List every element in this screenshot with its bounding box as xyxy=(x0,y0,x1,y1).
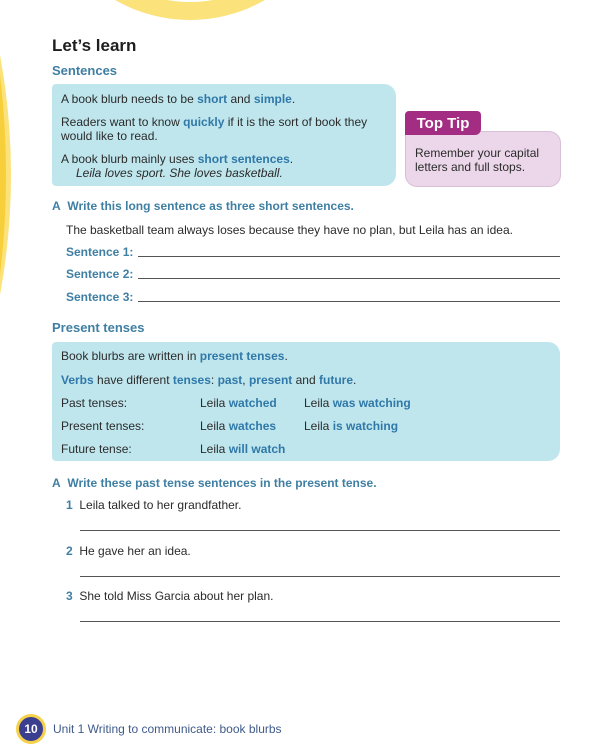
top-tip-line2: letters and full stops. xyxy=(415,160,526,174)
long-sentence: The basketball team always loses because they have no plan, but Leila has an idea. xyxy=(66,223,513,237)
sentence-3-answer-line[interactable] xyxy=(138,301,560,302)
sentences-title: Sentences xyxy=(52,63,118,78)
tense-row-example-1: Leila watched xyxy=(200,396,277,410)
answer-line-2[interactable] xyxy=(80,576,560,577)
answer-line-3[interactable] xyxy=(80,621,560,622)
page-number-badge xyxy=(16,714,46,744)
sun-decoration xyxy=(40,0,340,20)
left-decoration xyxy=(0,55,22,295)
sentences-p2-line2: would like to read. xyxy=(61,129,158,143)
tense-row-example-1: Leila will watch xyxy=(200,442,286,456)
page-heading: Let’s learn xyxy=(52,36,137,55)
sentence-3-label: Sentence 3: xyxy=(66,290,134,304)
sentence-2-label: Sentence 2: xyxy=(66,267,134,281)
tense-row-label: Present tenses: xyxy=(61,419,145,433)
tenses-title: Present tenses xyxy=(52,320,145,335)
sentences-p2: Readers want to know quickly if it is the sort of book they xyxy=(61,115,368,129)
tenses-p1: Book blurbs are written in present tenses. xyxy=(61,349,288,363)
footer-unit-title: Unit 1 Writing to communicate: book blurbs xyxy=(53,722,282,736)
top-tip-line1: Remember your capital xyxy=(415,146,540,160)
tense-row-example-2: Leila was watching xyxy=(304,396,411,410)
answer-line-1[interactable] xyxy=(80,530,560,531)
question-a1-instruction: A Write this long sentence as three short sentences. xyxy=(52,199,354,213)
top-tip-title: Top Tip xyxy=(405,111,481,135)
tense-row-example-1: Leila watches xyxy=(200,419,277,433)
sentences-p1: A book blurb needs to be short and simple. xyxy=(61,92,296,106)
sentences-p3: A book blurb mainly uses short sentences. xyxy=(61,152,294,166)
list-item: 3 She told Miss Garcia about her plan. xyxy=(66,589,274,603)
sentence-1-answer-line[interactable] xyxy=(138,256,560,257)
sentences-example: Leila loves sport. She loves basketball. xyxy=(76,166,283,180)
list-item: 1 Leila talked to her grandfather. xyxy=(66,498,242,512)
sentence-1-label: Sentence 1: xyxy=(66,245,134,259)
tense-row-label: Past tenses: xyxy=(61,396,128,410)
tense-row-label: Future tense: xyxy=(61,442,132,456)
sentence-2-answer-line[interactable] xyxy=(138,278,560,279)
page-number: 10 xyxy=(19,717,43,741)
tense-row-example-2: Leila is watching xyxy=(304,419,399,433)
tenses-p2: Verbs have different tenses: past, present and future. xyxy=(61,373,357,387)
list-item: 2 He gave her an idea. xyxy=(66,544,191,558)
question-a2-instruction: A Write these past tense sentences in the present tense. xyxy=(52,476,377,490)
